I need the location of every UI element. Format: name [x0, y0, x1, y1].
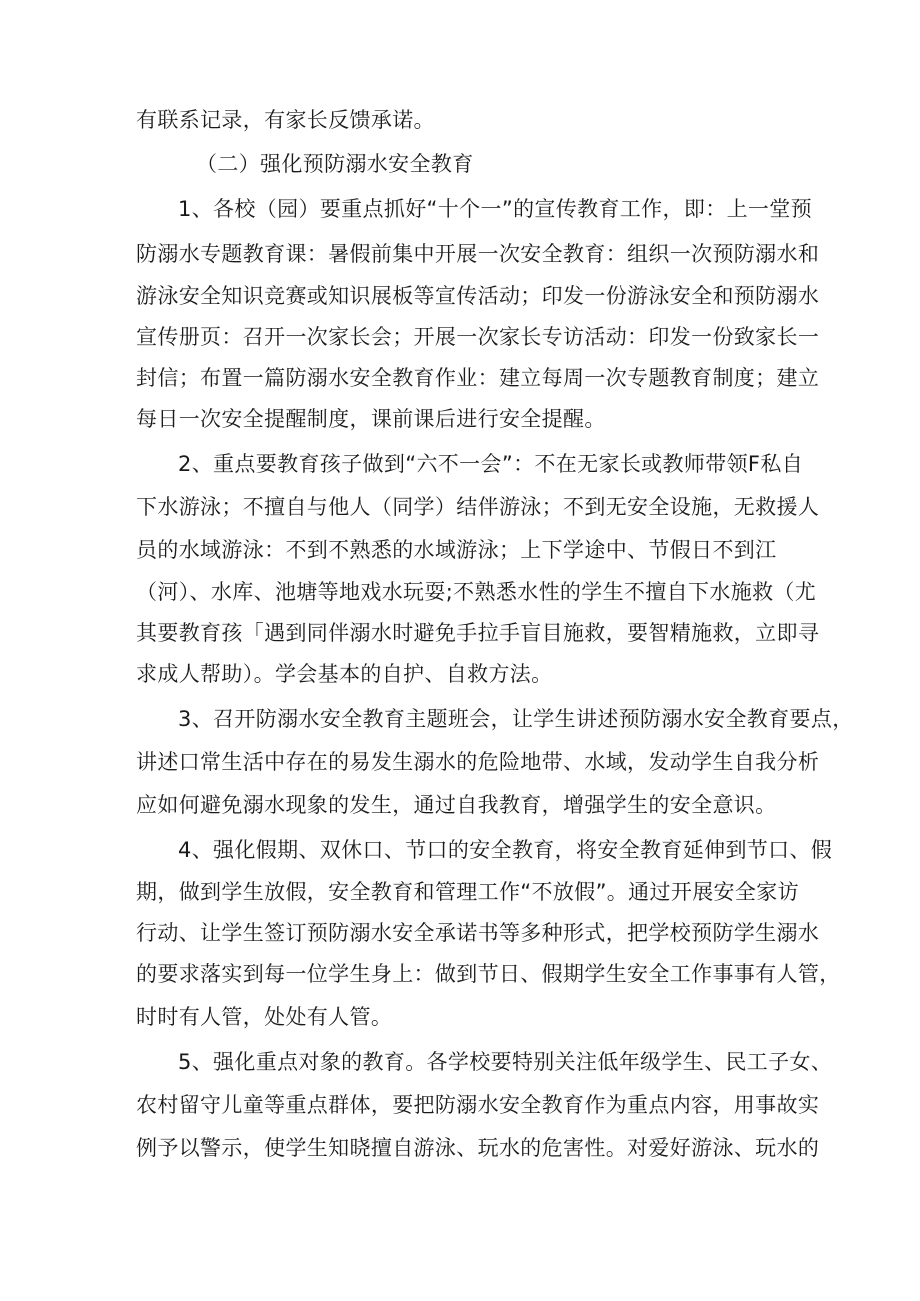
text-line: 封信；布置一篇防溺水安全教育作业：建立每周一次专题教育制度；建立	[136, 366, 820, 390]
text-line: 求成人帮助）。学会基本的自护、自救方法。	[136, 662, 553, 686]
text-line: 1、各校（园）要重点抓好“十个一”的宣传教育工作，即：上一堂预	[178, 197, 812, 221]
text-line: 有联系记录，有家长反馈承诺。	[136, 108, 435, 132]
text-line: 宣传册页：召开一次家长会；开展一次家长专访活动：印发一份致家长一	[136, 325, 820, 349]
text-line: （河）、水库、池塘等地戏水玩耍;不熟悉水性的学生不擅自下水施救（尤	[136, 580, 817, 604]
text-line: 时时有人管，处处有人管。	[136, 1005, 393, 1029]
text-line: 下水游泳；不擅自与他人（同学）结伴游泳；不到无安全设施，无救援人	[136, 495, 820, 519]
text-line: 应如何避免溺水现象的发生，通过自我教育，增强学生的安全意识。	[136, 793, 777, 817]
text-line: 的要求落实到每一位学生身上：做到节日、假期学生安全工作事事有人管，	[136, 962, 841, 986]
text-line: 员的水域游泳：不到不熟悉的水域游泳；上下学途中、节假日不到江	[136, 538, 777, 562]
text-line: 3、召开防溺水安全教育主题班会，让学生讲述预防溺水安全教育要点，	[178, 707, 854, 731]
text-line: 防溺水专题教育课：暑假前集中开展一次安全教育：组织一次预防溺水和	[136, 242, 820, 266]
section-heading: （二）强化预防溺水安全教育	[196, 152, 474, 176]
text-line: 农村留守儿童等重点群体，要把防溺水安全教育作为重点内容，用事故实	[136, 1093, 820, 1117]
text-line: 例予以警示，使学生知晓擅自游泳、玩水的危害性。对爱好游泳、玩水的	[136, 1136, 820, 1160]
text-line: 游泳安全知识竞赛或知识展板等宣传活动；印发一份游泳安全和预防溺水	[136, 284, 820, 308]
text-line: 其要教育孩「遇到同伴溺水时避免手拉手盲目施救，要智精施救，立即寻	[136, 621, 820, 645]
text-line: 行动、让学生签订预防溺水安全承诺书等多种形式，把学校预防学生溺水	[136, 921, 820, 945]
text-line: 4、强化假期、双休口、节口的安全教育，将安全教育延伸到节口、假	[178, 838, 833, 862]
text-line: 2、重点要教育孩子做到“六不一会”：不在无家长或教师带领F私自	[178, 452, 804, 476]
text-line: 期，做到学生放假，安全教育和管理工作“不放假”。通过开展安全家访	[136, 880, 799, 904]
text-line: 讲述口常生活中存在的易发生溺水的危险地带、水域，发动学生自我分析	[136, 750, 820, 774]
text-line: 每日一次安全提醒制度，课前课后进行安全提醒。	[136, 407, 606, 431]
text-line: 5、强化重点对象的教育。各学校要特别关注低年级学生、民工子女、	[178, 1050, 833, 1074]
